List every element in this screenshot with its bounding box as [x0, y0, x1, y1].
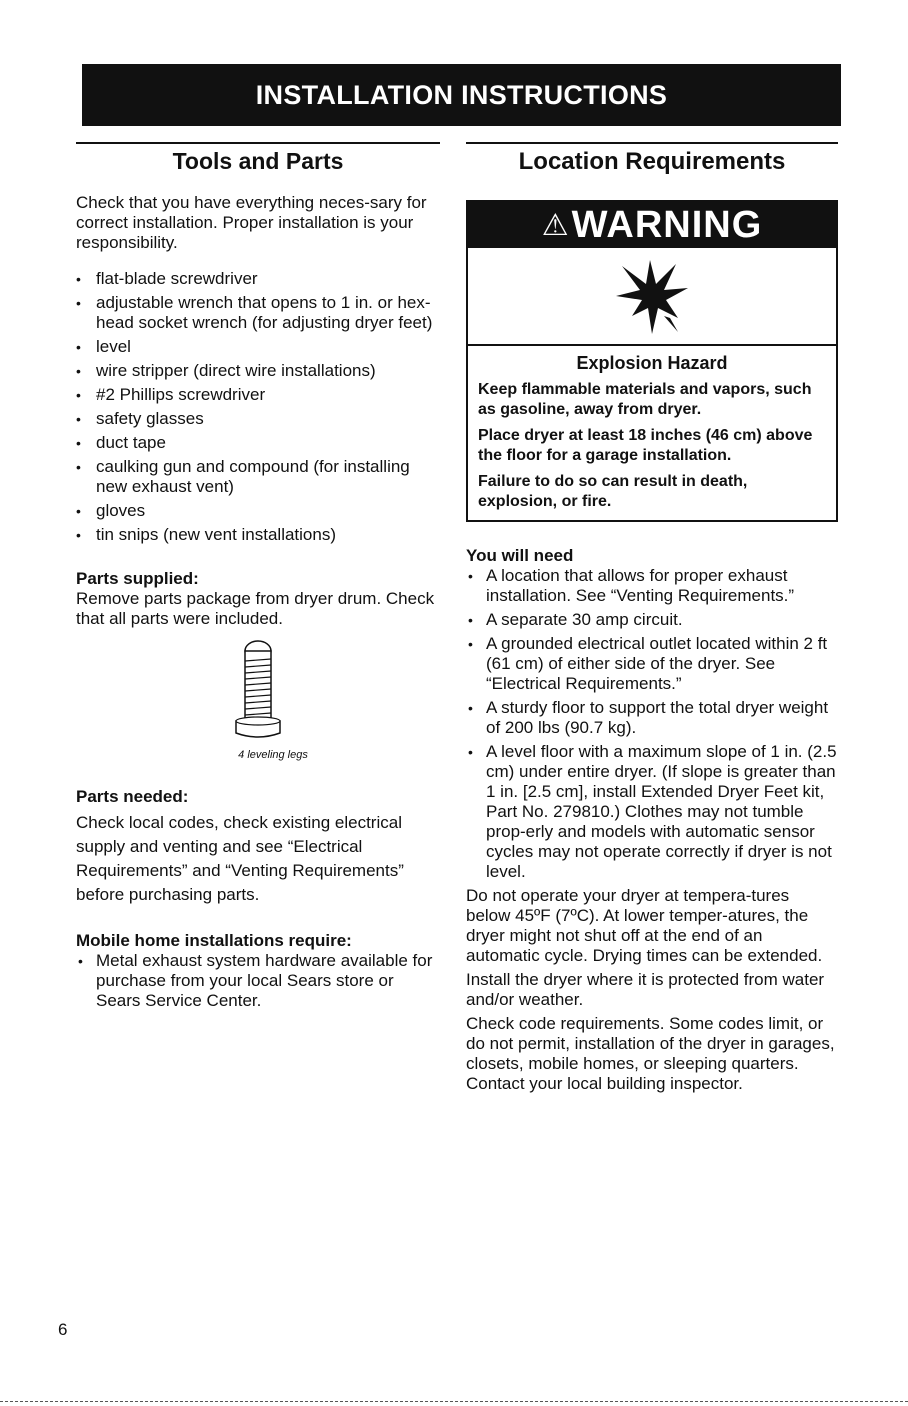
- list-item: • flat-blade screwdriver: [76, 269, 440, 289]
- list-item: • caulking gun and compound (for installing new exhaust vent): [76, 457, 440, 497]
- tools-intro: Check that you have everything neces-sary for correct installation. Proper installation is your responsibility.: [76, 193, 427, 252]
- warning-label: WARNING: [571, 203, 763, 246]
- parts-needed-heading: Parts needed:: [76, 787, 189, 806]
- list-item: • level: [76, 337, 440, 357]
- figure-caption: 4 leveling legs: [238, 749, 308, 761]
- list-item: • A sturdy floor to support the total dryer weight of 200 lbs (90.7 kg).: [466, 698, 838, 738]
- list-item: • #2 Phillips screwdriver: [76, 385, 440, 405]
- list-item: • safety glasses: [76, 409, 440, 429]
- list-item: • Metal exhaust system hardware available for purchase from your local Sears store or Sears Service Center.: [76, 951, 440, 1011]
- page-number: 6: [58, 1320, 68, 1339]
- warning-header: [468, 202, 836, 248]
- warning-line: Failure to do so can result in death, explosion, or fire.: [478, 473, 748, 510]
- list-item: • A location that allows for proper exhaust installation. See “Venting Requirements.”: [466, 566, 838, 606]
- list-item: • gloves: [76, 501, 440, 521]
- list-item: • duct tape: [76, 433, 440, 453]
- section-banner: INSTALLATION INSTRUCTIONS: [82, 64, 841, 126]
- bottom-rule: [0, 1401, 908, 1402]
- warning-body: [468, 346, 836, 520]
- tools-list: [76, 269, 440, 545]
- explosion-icon-area: [468, 248, 836, 346]
- warning-box: [466, 200, 838, 522]
- list-item: • A grounded electrical outlet located within 2 ft (61 cm) of either side of the dryer. See “Electrical Requirements.”: [466, 634, 838, 694]
- parts-needed-text: Check local codes, check existing electrical supply and venting and see “Electrical Requirements” and “Venting Requirements” before purchasing parts.: [76, 813, 404, 904]
- you-will-need-heading: You will need: [466, 546, 574, 565]
- tools-and-parts-title: Tools and Parts: [76, 142, 440, 175]
- list-item: • adjustable wrench that opens to 1 in. or hex-head socket wrench (for adjusting dryer feet): [76, 293, 440, 333]
- temperature-paragraph: Do not operate your dryer at tempera-tures below 45ºF (7ºC). At lower temper-atures, the dryer might not shut off at the end of an automatic cycle. Drying times can be extended.: [466, 886, 823, 965]
- warning-title: Explosion Hazard: [576, 353, 728, 373]
- warning-line: Keep flammable materials and vapors, such as gasoline, away from dryer.: [478, 381, 812, 418]
- parts-supplied-heading: Parts supplied:: [76, 569, 199, 588]
- tools-and-parts-column: [76, 142, 440, 1015]
- you-will-need-list: [466, 566, 838, 882]
- protection-paragraph: Install the dryer where it is protected from water and/or weather.: [466, 970, 825, 1009]
- code-requirements-paragraph: Check code requirements. Some codes limit, or do not permit, installation of the dryer in garages, closets, mobile homes, or sleeping quarters. Contact your local building inspector.: [466, 1014, 835, 1093]
- warning-line: Place dryer at least 18 inches (46 cm) above the floor for a garage installation.: [478, 427, 813, 464]
- warning-triangle-icon: ⚠: [541, 208, 570, 242]
- location-requirements-title: Location Requirements: [466, 142, 838, 176]
- location-requirements-column: [466, 142, 838, 1094]
- list-item: • A level floor with a maximum slope of 1 in. (2.5 cm) under entire dryer. (If slope is greater than 1 in. [2.5 cm], install Extended Dryer Feet kit, Part No. 279810.) Clothes may not tumble prop-erly and models with automatic sensor cycles may not operate correctly if dryer is not level.: [466, 742, 838, 882]
- mobile-home-list: [76, 951, 440, 1011]
- leveling-leg-icon: [228, 637, 288, 745]
- explosion-icon: [612, 256, 692, 336]
- list-item: • tin snips (new vent installations): [76, 525, 440, 545]
- list-item: • wire stripper (direct wire installations): [76, 361, 440, 381]
- parts-supplied-text: Remove parts package from dryer drum. Check that all parts were included.: [76, 589, 435, 628]
- leveling-leg-figure: [76, 637, 440, 745]
- mobile-home-heading: Mobile home installations require:: [76, 931, 352, 950]
- list-item: • A separate 30 amp circuit.: [466, 610, 838, 630]
